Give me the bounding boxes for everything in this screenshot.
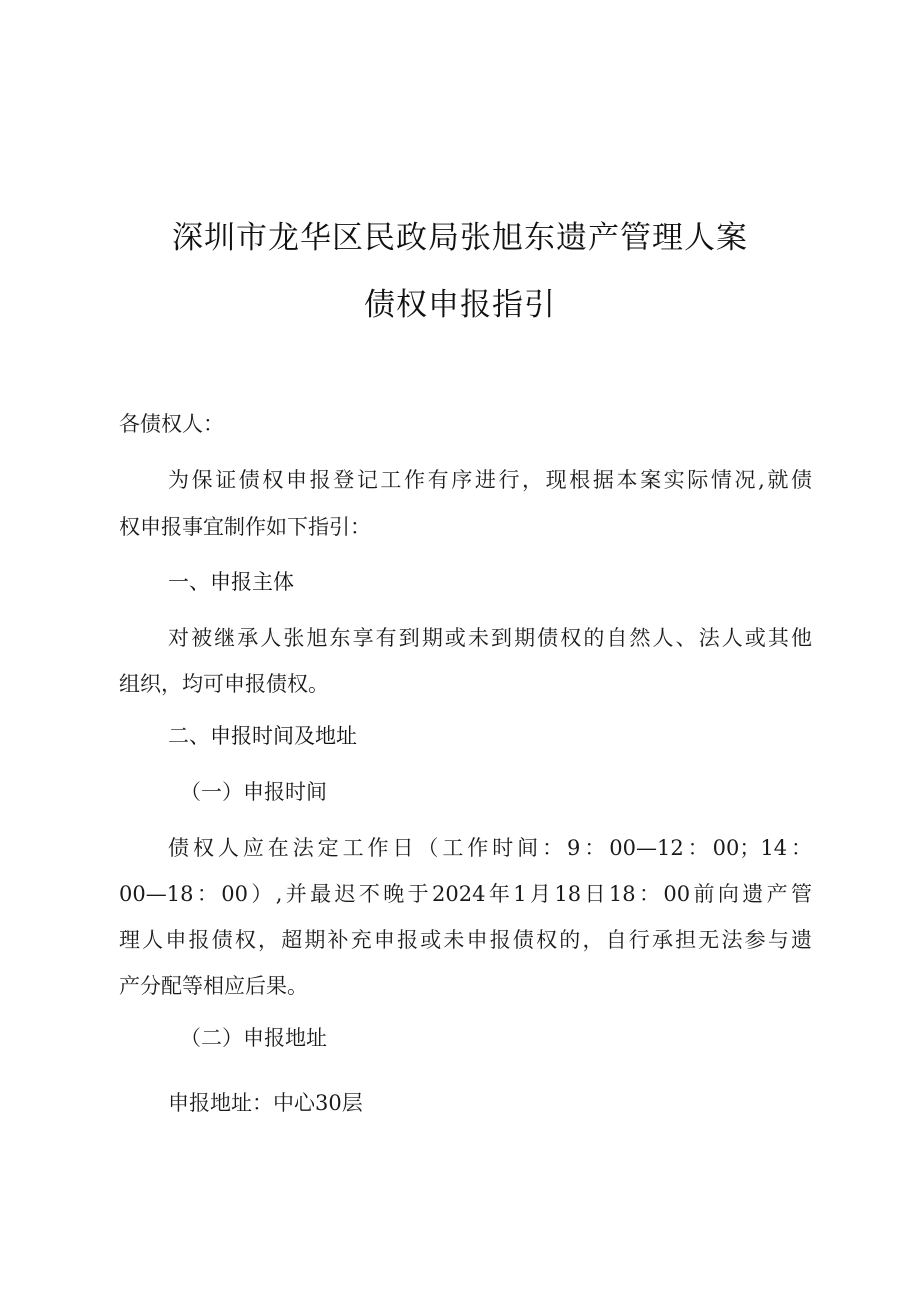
address-line: 申报地址：中心30层 [168, 1091, 363, 1115]
time-paragraph-line: 00—18：00）,并最迟不晚于2024年1月18日18：00前向遗产管 [119, 882, 812, 906]
section-heading-applicant: 一、申报主体 [168, 570, 294, 594]
intro-paragraph-line: 为保证债权申报登记工作有序进行，现根据本案实际情况,就债 [168, 468, 812, 492]
section1-paragraph-line: 组织，均可申报债权。 [119, 672, 329, 696]
time-paragraph-line: 债权人应在法定工作日（工作时间：9：00—12：00；14： [168, 836, 812, 860]
section1-paragraph-line: 对被继承人张旭东享有到期或未到期债权的自然人、法人或其他 [168, 626, 812, 650]
intro-paragraph-line: 权申报事宜制作如下指引： [119, 515, 371, 539]
time-paragraph-line: 理人申报债权，超期补充申报或未申报债权的，自行承担无法参与遗 [119, 928, 812, 952]
time-paragraph-line: 产分配等相应后果。 [119, 974, 308, 998]
subsection-heading-time: （一）申报时间 [180, 780, 327, 804]
document-title-line2: 债权申报指引 [364, 287, 556, 323]
salutation: 各债权人： [119, 412, 224, 436]
subsection-heading-address: （二）申报地址 [180, 1026, 327, 1050]
document-title-line1: 深圳市龙华区民政局张旭东遗产管理人案 [172, 220, 748, 256]
section-heading-time-address: 二、申报时间及地址 [168, 724, 357, 748]
